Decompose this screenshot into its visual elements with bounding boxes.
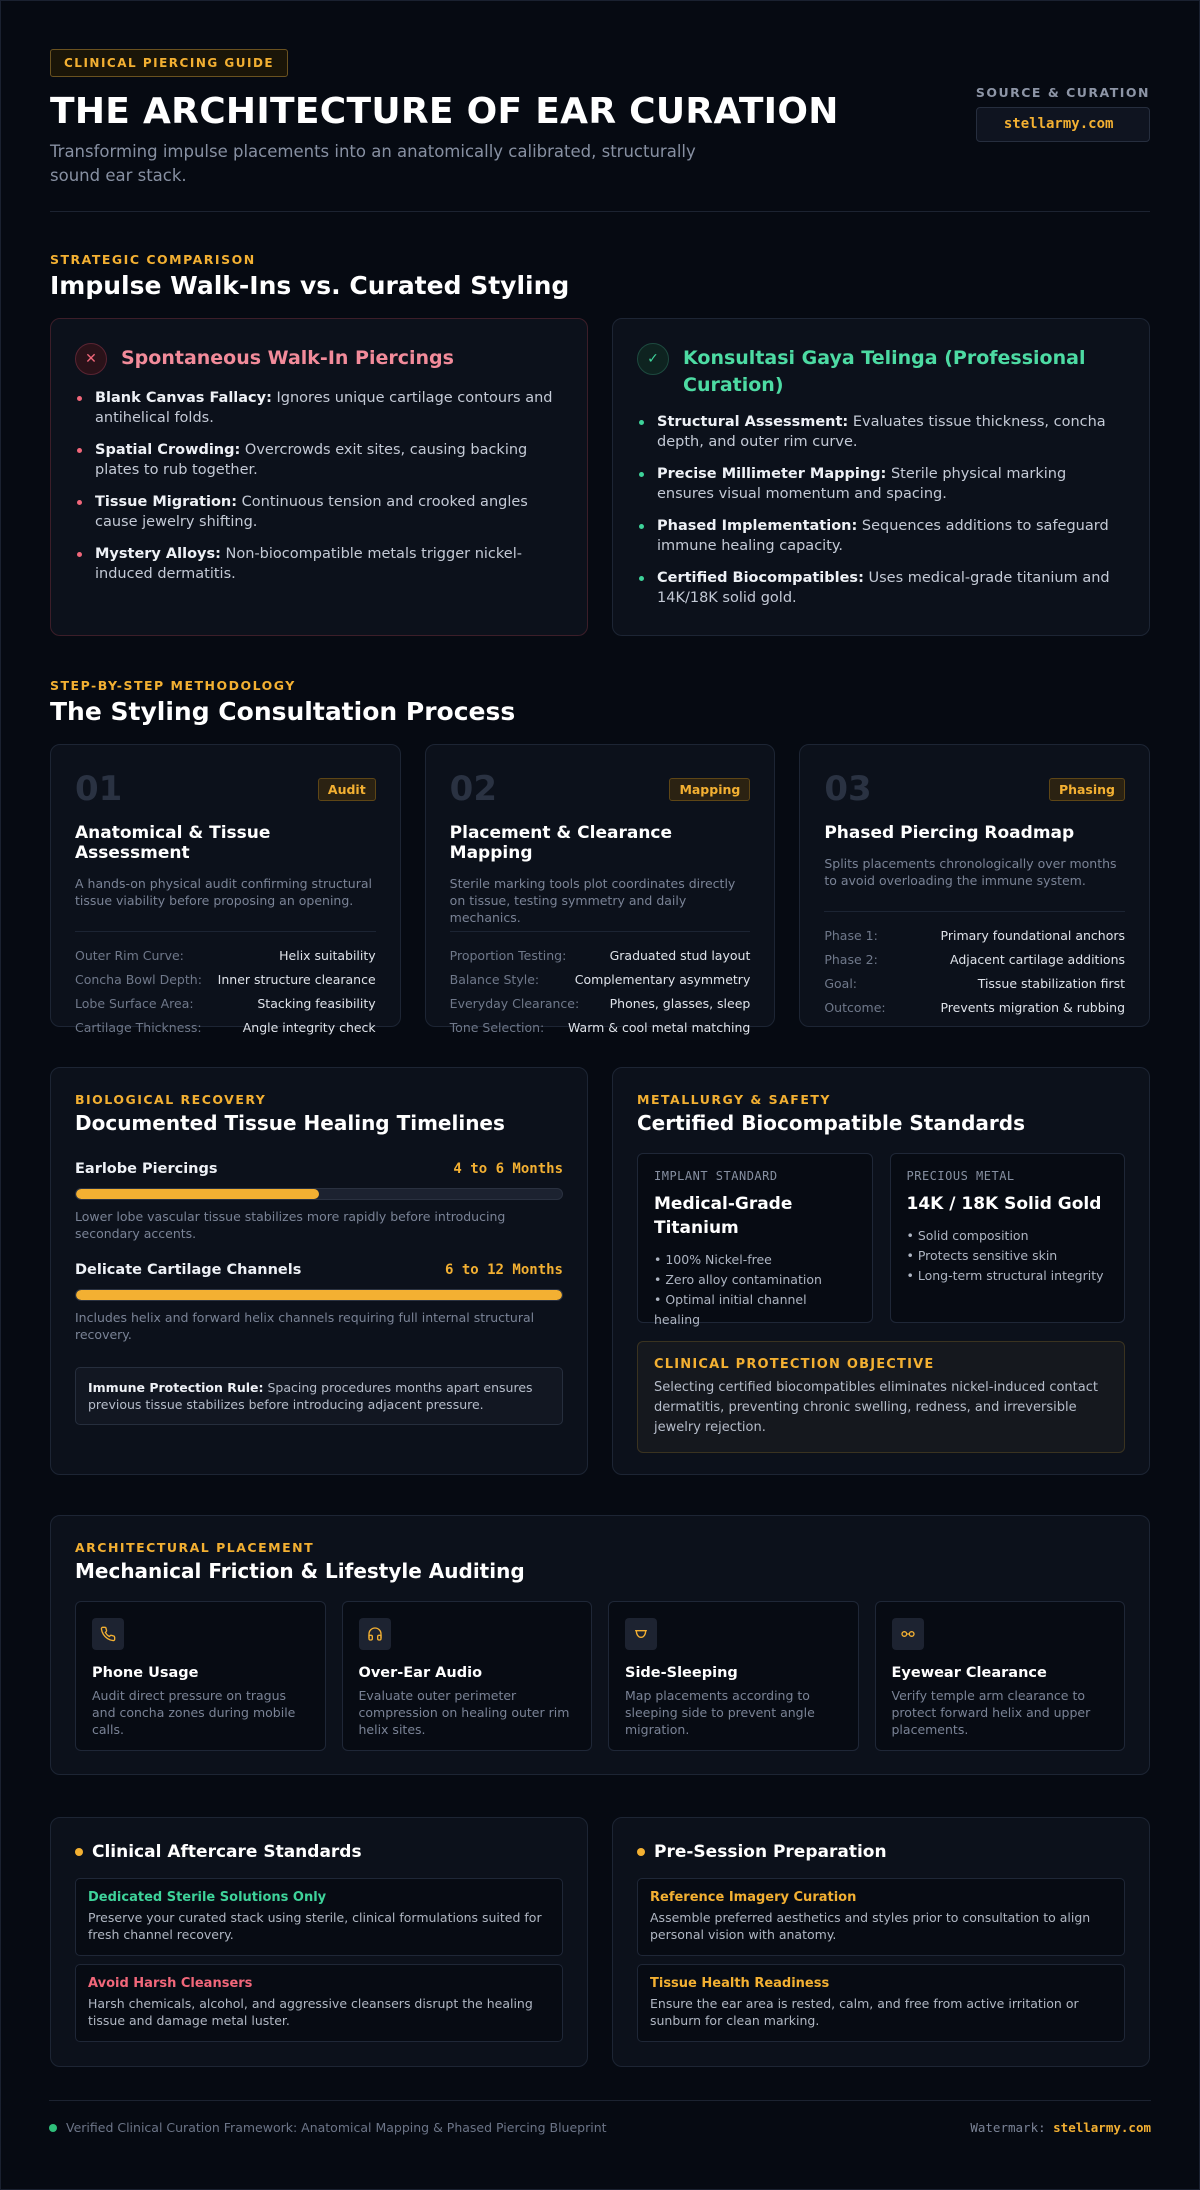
detail-value: Complementary asymmetry	[574, 972, 751, 987]
metals-kicker: METALLURGY & SAFETY	[637, 1092, 831, 1107]
detail-value: Inner structure clearance	[217, 972, 376, 987]
friction-item	[75, 1601, 326, 1751]
aftercare-item-text: Harsh chemicals, alcohol, and aggressive cleansers disrupt the healing tissue and damage metal luster.	[88, 1996, 533, 2028]
comparison-item	[75, 544, 563, 584]
footer	[49, 2100, 1151, 2150]
friction-item-name: Over-Ear Audio	[358, 1665, 483, 1681]
step-details	[75, 931, 376, 1040]
comparison-item-term: Spatial Crowding:	[95, 442, 241, 458]
step-detail-row	[824, 924, 1125, 948]
step-detail-row	[824, 948, 1125, 972]
step-badge: Audit	[318, 778, 376, 801]
page-title: THE ARCHITECTURE OF EAR CURATION	[50, 91, 839, 132]
healing-card	[50, 1067, 588, 1475]
preparation-title: Pre-Session Preparation	[654, 1842, 887, 1862]
step-detail-row	[450, 968, 751, 992]
friction-item-description: Map placements according to sleeping side to prevent angle migration.	[625, 1688, 815, 1737]
preparation-item-text: Assemble preferred aesthetics and styles prior to consultation to align personal vision with anatomy.	[650, 1910, 1091, 1942]
metal-name: Medical-Grade Titanium	[654, 1194, 793, 1238]
step-detail-row	[75, 968, 376, 992]
watermark-value[interactable]: stellarmy.com	[1053, 2120, 1151, 2135]
step-detail-row	[450, 1016, 751, 1040]
detail-value: Warm & cool metal matching	[567, 1020, 751, 1035]
process-section	[50, 678, 1150, 1035]
verified-dot-icon	[49, 2124, 57, 2132]
metal-properties	[654, 1250, 856, 1330]
detail-value: Helix suitability	[279, 948, 376, 963]
healing-item-header	[75, 1161, 563, 1177]
aftercare-item	[75, 1964, 563, 2042]
step-detail-row	[450, 944, 751, 968]
step-detail-row	[75, 992, 376, 1016]
comparison-title: Impulse Walk-Ins vs. Curated Styling	[50, 271, 570, 300]
page-subtitle: Transforming impulse placements into an anatomically calibrated, structurally sound ear stack.	[50, 142, 696, 185]
healing-title: Documented Tissue Healing Timelines	[75, 1111, 505, 1135]
comparison-item-text: Non-biocompatible metals trigger nickel-induced dermatitis.	[95, 546, 522, 582]
metal-standard-box	[890, 1153, 1126, 1323]
comparison-section	[50, 252, 1150, 636]
footer-text: Verified Clinical Curation Framework: Anatomical Mapping & Phased Piercing Blueprint	[66, 2120, 607, 2135]
phone-icon	[92, 1618, 124, 1650]
headphones-icon	[359, 1618, 391, 1650]
step-details	[450, 931, 751, 1040]
comparison-kicker: STRATEGIC COMPARISON	[50, 252, 256, 267]
comparison-item	[637, 412, 1125, 452]
friction-item-description: Audit direct pressure on tragus and concha zones during mobile calls.	[92, 1688, 296, 1737]
comparison-item-text: Overcrowds exit sites, causing backing plates to rub together.	[95, 442, 528, 478]
comparison-item	[637, 516, 1125, 556]
healing-kicker: BIOLOGICAL RECOVERY	[75, 1092, 267, 1107]
detail-value: Primary foundational anchors	[940, 928, 1126, 943]
aftercare-title: Clinical Aftercare Standards	[92, 1842, 362, 1862]
friction-item-name: Phone Usage	[92, 1665, 199, 1681]
step-description: A hands-on physical audit confirming structural tissue viability before proposing an opening.	[75, 876, 373, 908]
preparation-card	[612, 1817, 1150, 2067]
comparison-item-term: Tissue Migration:	[95, 494, 238, 510]
detail-key: Concha Bowl Depth:	[75, 972, 202, 987]
walk-in-list	[75, 388, 563, 584]
detail-value: Graduated stud layout	[609, 948, 751, 963]
friction-item-name: Eyewear Clearance	[891, 1665, 1047, 1681]
comparison-item	[75, 388, 563, 428]
comparison-item	[637, 464, 1125, 504]
step-title: Phased Piercing Roadmap	[824, 823, 1075, 843]
amber-dot-icon	[637, 1848, 645, 1856]
detail-value: Prevents migration & rubbing	[940, 1000, 1126, 1015]
comparison-item-term: Structural Assessment:	[657, 414, 849, 430]
process-step-header	[824, 769, 1125, 809]
metal-property: • Optimal initial channel healing	[654, 1292, 807, 1327]
comparison-item	[637, 568, 1125, 608]
healing-item-name: Delicate Cartilage Channels	[75, 1262, 302, 1278]
metal-property: • Zero alloy contamination	[654, 1272, 822, 1287]
metal-property: • Protects sensitive skin	[906, 1248, 1058, 1263]
objective-text: Selecting certified biocompatibles eliminates nickel-induced contact dermatitis, preventing chronic swelling, redness, and irreversible jewelry rejection.	[654, 1380, 1098, 1435]
cross-icon: ✕	[75, 343, 107, 375]
step-details	[824, 911, 1125, 1020]
healing-item-note: Includes helix and forward helix channels requiring full internal structural recovery.	[75, 1310, 535, 1342]
comparison-item-term: Blank Canvas Fallacy:	[95, 390, 272, 406]
walk-in-card	[50, 318, 588, 636]
healing-item-header	[75, 1262, 563, 1278]
detail-key: Cartilage Thickness:	[75, 1020, 202, 1035]
healing-item-duration: 4 to 6 Months	[453, 1161, 563, 1177]
detail-value: Stacking feasibility	[257, 996, 376, 1011]
metal-standard-box	[637, 1153, 873, 1327]
step-detail-row	[824, 996, 1125, 1020]
healing-progress-bar	[75, 1188, 563, 1200]
step-description: Splits placements chronologically over months to avoid overloading the immune system.	[824, 856, 1117, 888]
immune-rule-term: Immune Protection Rule:	[88, 1380, 264, 1395]
aftercare-item-title: Avoid Harsh Cleansers	[88, 1976, 253, 1991]
comparison-item	[75, 440, 563, 480]
preparation-item	[637, 1964, 1125, 2042]
friction-item	[608, 1601, 859, 1751]
detail-key: Lobe Surface Area:	[75, 996, 194, 1011]
guide-tag: CLINICAL PIERCING GUIDE	[50, 49, 288, 77]
protection-objective-box	[637, 1341, 1125, 1453]
curation-title: Konsultasi Gaya Telinga (Professional Curation)	[683, 347, 1086, 396]
objective-title: CLINICAL PROTECTION OBJECTIVE	[654, 1357, 935, 1372]
footer-watermark	[970, 2120, 1151, 2135]
metals-card	[612, 1067, 1150, 1475]
detail-value: Adjacent cartilage additions	[950, 952, 1126, 967]
healing-progress-fill	[76, 1290, 562, 1300]
step-description: Sterile marking tools plot coordinates directly on tissue, testing symmetry and daily mechanics.	[449, 876, 736, 925]
friction-kicker: ARCHITECTURAL PLACEMENT	[75, 1540, 315, 1555]
process-step-card	[425, 744, 776, 1035]
friction-section	[50, 1515, 1150, 1775]
detail-key: Everyday Clearance:	[449, 996, 580, 1011]
step-detail-row	[75, 944, 376, 968]
friction-item	[342, 1601, 593, 1751]
amber-dot-icon	[75, 1848, 83, 1856]
step-number: 02	[449, 769, 497, 809]
step-badge: Mapping	[669, 778, 750, 801]
healing-item-duration: 6 to 12 Months	[444, 1262, 563, 1278]
step-title: Anatomical & Tissue Assessment	[75, 823, 271, 863]
healing-timeline-item	[75, 1161, 563, 1242]
watermark-label: Watermark:	[970, 2120, 1054, 2135]
metal-property: • Long-term structural integrity	[906, 1268, 1104, 1283]
friction-item-description: Verify temple arm clearance to protect forward helix and upper placements.	[891, 1688, 1091, 1737]
immune-rule-box	[75, 1367, 563, 1425]
detail-key: Balance Style:	[449, 972, 540, 987]
aftercare-item	[75, 1878, 563, 1956]
step-title: Placement & Clearance Mapping	[449, 823, 673, 863]
check-icon: ✓	[637, 343, 669, 375]
aftercare-card	[50, 1817, 588, 2067]
detail-key: Phase 2:	[824, 952, 878, 967]
comparison-item-text: Continuous tension and crooked angles cause jewelry shifting.	[95, 494, 528, 530]
step-number: 01	[75, 769, 123, 809]
healing-item-name: Earlobe Piercings	[75, 1161, 218, 1177]
preparation-item-text: Ensure the ear area is rested, calm, and free from active irritation or sunburn for clean marking.	[650, 1996, 1079, 2028]
healing-timeline-item	[75, 1262, 563, 1343]
metal-property: • 100% Nickel-free	[654, 1252, 772, 1267]
aftercare-item-title: Dedicated Sterile Solutions Only	[88, 1890, 327, 1905]
comparison-item-text: Sequences additions to safeguard immune healing capacity.	[657, 518, 1109, 554]
metals-title: Certified Biocompatible Standards	[637, 1111, 1025, 1135]
walk-in-title: Spontaneous Walk-In Piercings	[121, 347, 454, 369]
process-step-card	[50, 744, 401, 1035]
step-detail-row	[450, 992, 751, 1016]
detail-key: Outer Rim Curve:	[75, 948, 184, 963]
comparison-item-term: Mystery Alloys:	[95, 546, 221, 562]
process-title: The Styling Consultation Process	[50, 697, 516, 726]
healing-progress-fill	[76, 1189, 319, 1199]
comparison-item-text: Ignores unique cartilage contours and antihelical folds.	[95, 390, 553, 426]
comparison-item-text: Uses medical-grade titanium and 14K/18K solid gold.	[657, 570, 1110, 606]
process-step-header	[450, 769, 751, 809]
healing-item-note: Lower lobe vascular tissue stabilizes more rapidly before introducing secondary accents.	[75, 1209, 506, 1241]
step-detail-row	[824, 972, 1125, 996]
comparison-item-term: Phased Implementation:	[657, 518, 858, 534]
source-link[interactable]: stellarmy.com	[976, 107, 1150, 142]
friction-title: Mechanical Friction & Lifestyle Auditing	[75, 1559, 525, 1583]
comparison-item-term: Precise Millimeter Mapping:	[657, 466, 887, 482]
friction-item-description: Evaluate outer perimeter compression on healing outer rim helix sites.	[358, 1688, 570, 1737]
process-step-header	[75, 769, 376, 809]
step-number: 03	[824, 769, 872, 809]
step-detail-row	[75, 1016, 376, 1040]
process-step-card	[799, 744, 1150, 1027]
preparation-item	[637, 1878, 1125, 1956]
comparison-item-term: Certified Biocompatibles:	[657, 570, 864, 586]
metal-property: • Solid composition	[906, 1228, 1029, 1243]
detail-key: Phase 1:	[824, 928, 878, 943]
process-kicker: STEP-BY-STEP METHODOLOGY	[50, 678, 296, 693]
preparation-item-title: Reference Imagery Curation	[650, 1890, 857, 1905]
detail-key: Goal:	[824, 976, 858, 991]
detail-key: Proportion Testing:	[449, 948, 567, 963]
comparison-item-text: Evaluates tissue thickness, concha depth, and outer rim curve.	[657, 414, 1106, 450]
curation-card	[612, 318, 1150, 636]
detail-value: Angle integrity check	[242, 1020, 376, 1035]
metal-name: 14K / 18K Solid Gold	[906, 1194, 1102, 1214]
curation-list	[637, 412, 1125, 608]
detail-value: Tissue stabilization first	[977, 976, 1126, 991]
metal-kicker: IMPLANT STANDARD	[654, 1169, 778, 1183]
source-block	[976, 85, 1150, 142]
friction-item-name: Side-Sleeping	[625, 1665, 738, 1681]
detail-key: Tone Selection:	[449, 1020, 545, 1035]
immune-rule-text: Spacing procedures months apart ensures previous tissue stabilizes before introducing adjacent pressure.	[88, 1380, 533, 1412]
metal-kicker: PRECIOUS METAL	[906, 1169, 1015, 1183]
source-label: SOURCE & CURATION	[975, 85, 1150, 100]
preparation-item-title: Tissue Health Readiness	[650, 1976, 830, 1991]
aftercare-item-text: Preserve your curated stack using sterile, clinical formulations suited for fresh channel recovery.	[88, 1910, 542, 1942]
step-badge: Phasing	[1049, 778, 1125, 801]
comparison-item	[75, 492, 563, 532]
header	[50, 49, 1150, 212]
pillow-icon	[625, 1618, 657, 1650]
detail-key: Outcome:	[824, 1000, 886, 1015]
friction-item	[875, 1601, 1126, 1751]
metal-properties	[907, 1226, 1109, 1286]
healing-progress-bar	[75, 1289, 563, 1301]
glasses-icon	[892, 1618, 924, 1650]
detail-value: Phones, glasses, sleep	[609, 996, 751, 1011]
comparison-item-text: Sterile physical marking ensures visual momentum and spacing.	[657, 466, 1067, 502]
